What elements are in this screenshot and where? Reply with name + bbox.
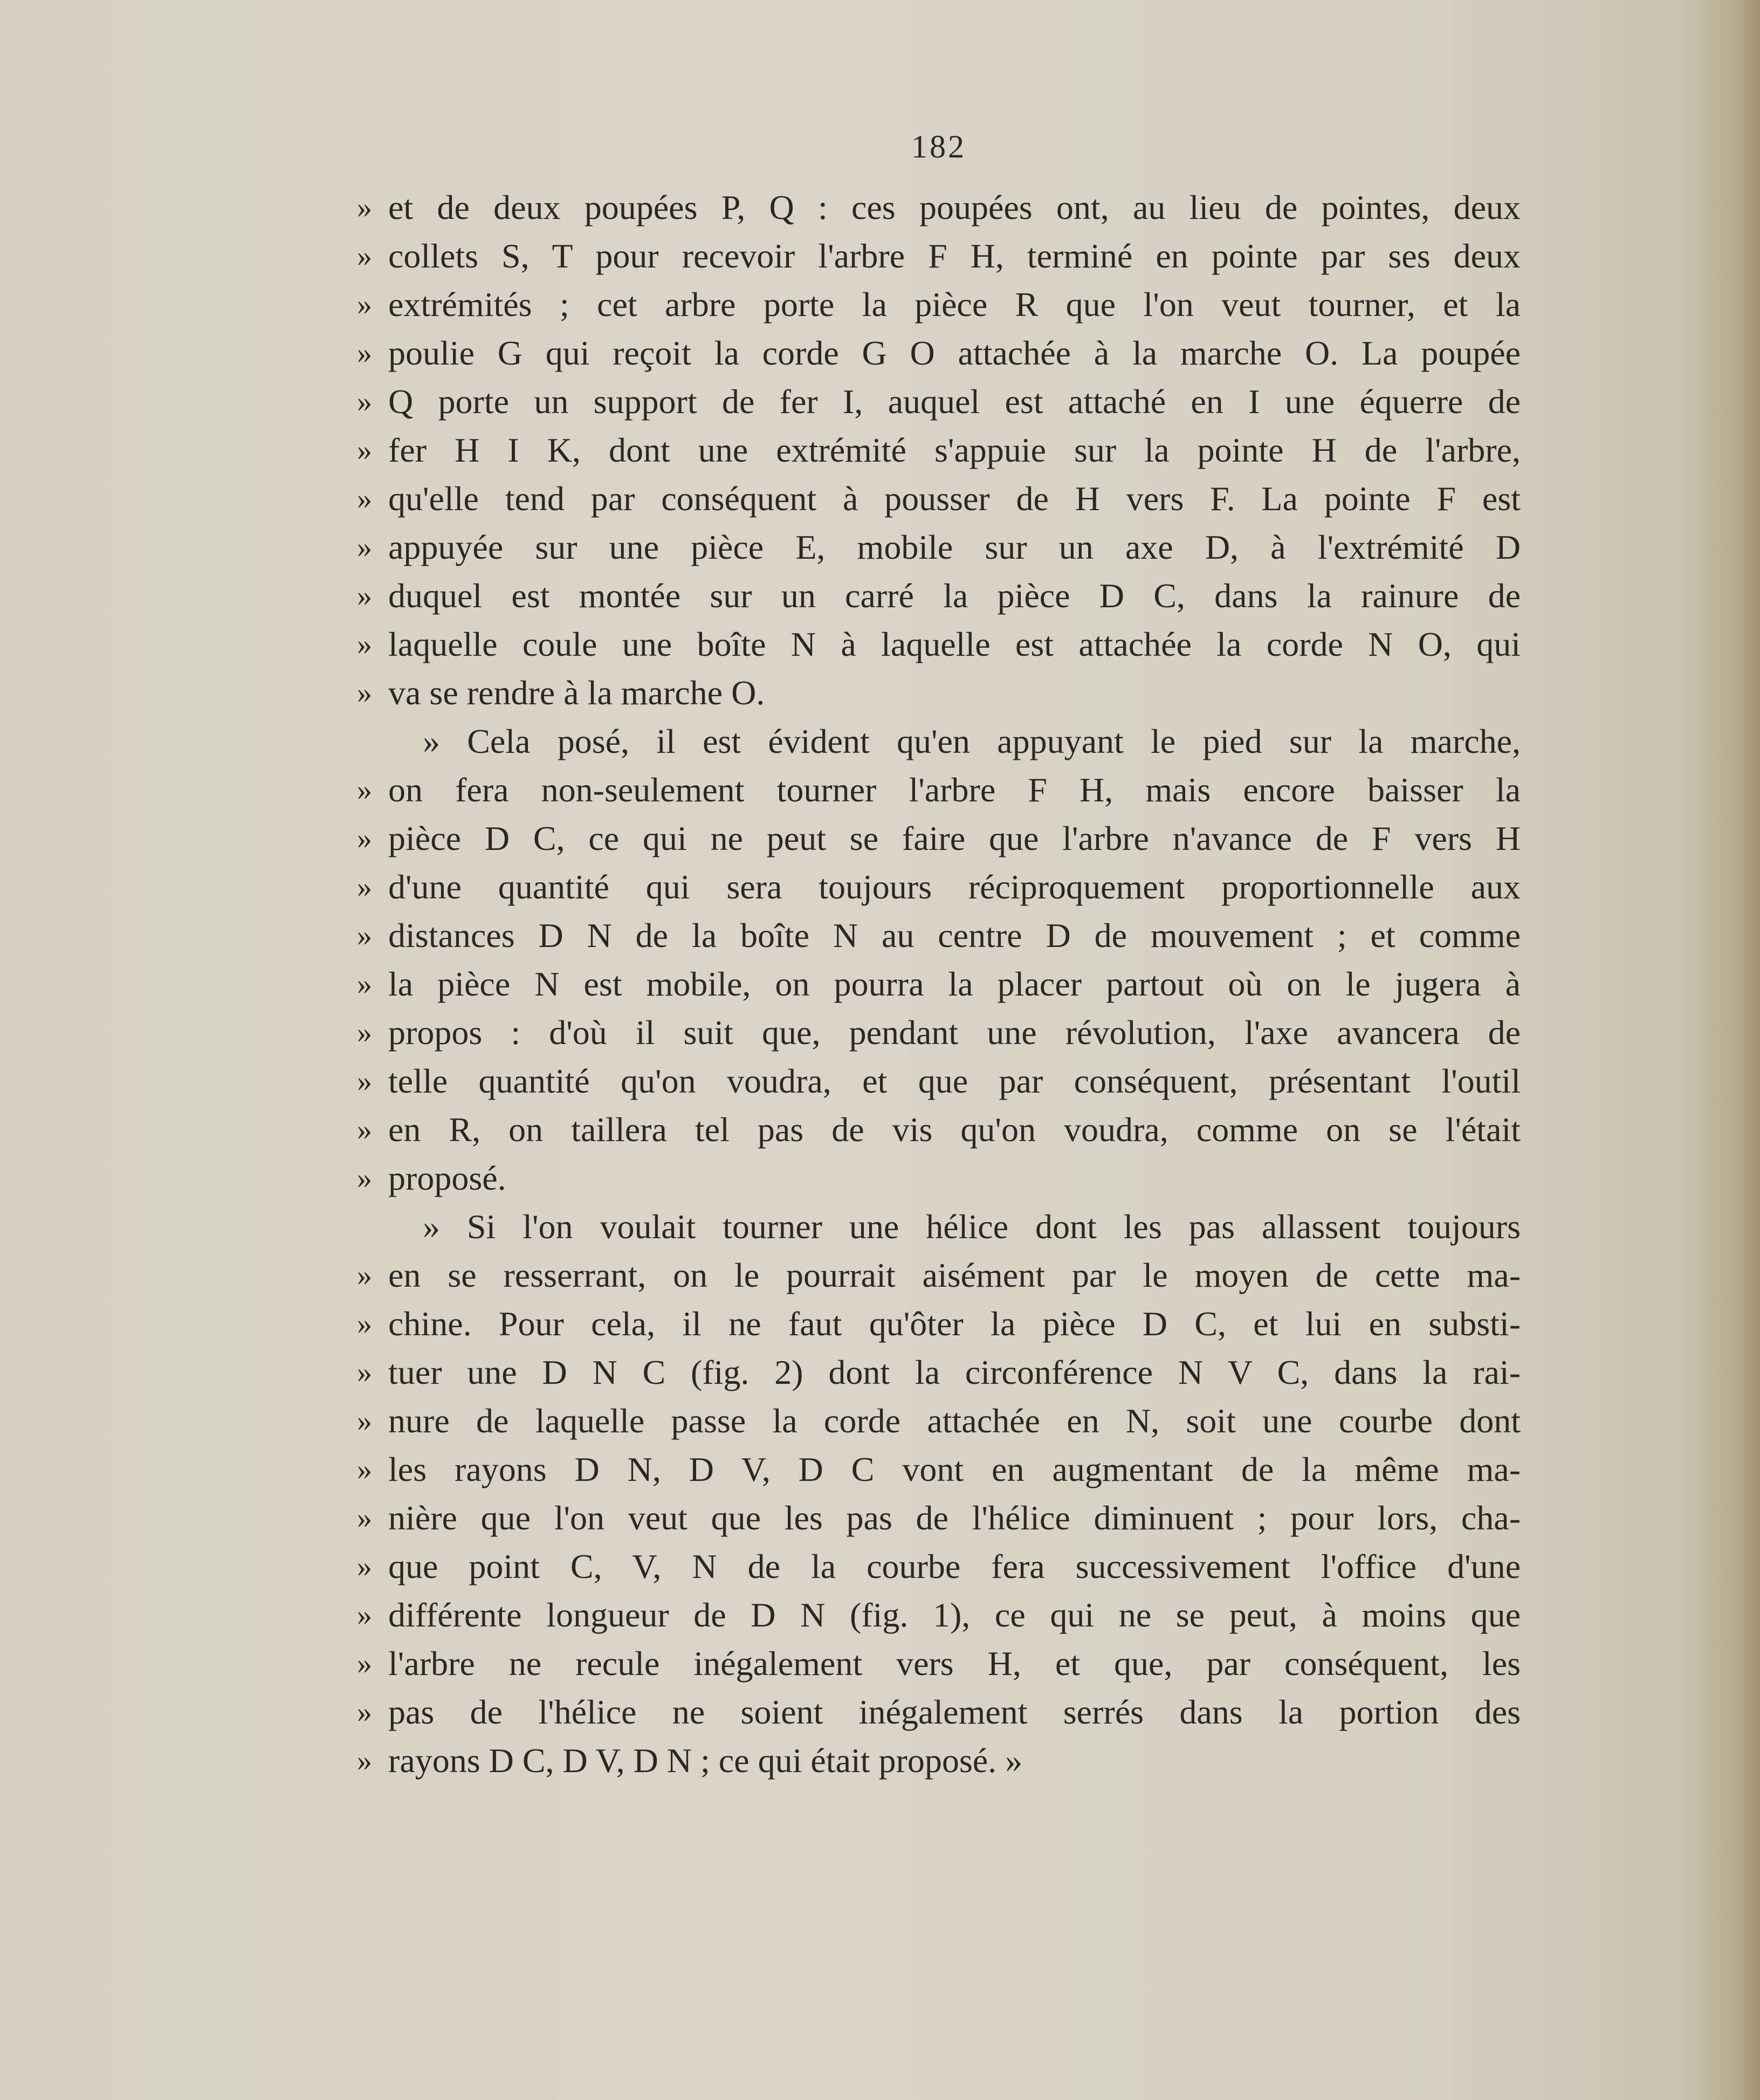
line-text: duquel est montée sur un carré la pièce D C, dans la rainure de (388, 577, 1521, 615)
line-text: laquelle coule une boîte N à laquelle est attachée la corde N O, qui (388, 625, 1521, 663)
line-guillemet: » (357, 919, 372, 952)
text-line (357, 1639, 1521, 1688)
line-text: » Cela posé, il est évident qu'en appuyant le pied sur la marche, (423, 722, 1521, 760)
text-line (357, 863, 1521, 911)
line-text: l'arbre ne recule inégalement vers H, et que, par conséquent, les (388, 1644, 1521, 1683)
line-text: nure de laquelle passe la corde attachée en N, soit une courbe dont (388, 1402, 1521, 1440)
line-text: en R, on taillera tel pas de vis qu'on voudra, comme on se l'était (388, 1110, 1521, 1149)
text-line (388, 1203, 1521, 1251)
line-guillemet: » (357, 1259, 372, 1292)
text-line (357, 1300, 1521, 1348)
line-guillemet: » (357, 1501, 372, 1535)
text-line (357, 669, 1521, 717)
line-guillemet: » (357, 628, 372, 661)
line-guillemet: » (357, 385, 372, 418)
line-guillemet: » (357, 773, 372, 807)
text-line (357, 1348, 1521, 1397)
line-guillemet: » (357, 531, 372, 564)
text-line (357, 911, 1521, 960)
line-guillemet: » (357, 1696, 372, 1729)
line-text: rayons D C, D V, D N ; ce qui était proposé. » (388, 1741, 1023, 1780)
line-text: pièce D C, ce qui ne peut se faire que l'arbre n'avance de F vers H (388, 819, 1521, 857)
line-text: d'une quantité qui sera toujours réciproquement proportionnelle aux (388, 868, 1521, 906)
text-line (357, 523, 1521, 572)
text-line (357, 1542, 1521, 1591)
text-line (357, 1445, 1521, 1494)
line-text: appuyée sur une pièce E, mobile sur un axe D, à l'extrémité D (388, 528, 1521, 566)
line-guillemet: » (357, 1647, 372, 1680)
text-line (357, 1397, 1521, 1445)
line-guillemet: » (357, 1065, 372, 1098)
text-line (357, 475, 1521, 523)
line-guillemet: » (357, 434, 372, 467)
text-line (357, 960, 1521, 1008)
page-number: 182 (911, 129, 966, 164)
text-line (357, 1008, 1521, 1057)
line-text: extrémités ; cet arbre porte la pièce R que l'on veut tourner, et la (388, 285, 1521, 324)
line-guillemet: » (357, 1453, 372, 1486)
line-guillemet: » (357, 579, 372, 613)
text-line (357, 1106, 1521, 1154)
line-guillemet: » (357, 288, 372, 321)
line-text: différente longueur de D N (fig. 1), ce qui ne se peut, à moins que (388, 1596, 1521, 1634)
line-text: » Si l'on voulait tourner une hélice dont les pas allassent toujours (423, 1207, 1521, 1246)
line-guillemet: » (357, 1113, 372, 1147)
text-line (357, 620, 1521, 669)
line-guillemet: » (357, 676, 372, 710)
line-guillemet: » (357, 1307, 372, 1341)
text-line (357, 1154, 1521, 1203)
line-text: propos : d'où il suit que, pendant une révolution, l'axe avancera de (388, 1013, 1521, 1052)
text-line (357, 1494, 1521, 1542)
text-line (357, 183, 1521, 232)
line-guillemet: » (357, 1162, 372, 1195)
line-guillemet: » (357, 1598, 372, 1632)
line-text: fer H I K, dont une extrémité s'appuie sur la pointe H de l'arbre, (388, 431, 1521, 469)
line-text: qu'elle tend par conséquent à pousser de H vers F. La pointe F est (388, 479, 1521, 518)
line-guillemet: » (357, 1356, 372, 1389)
line-guillemet: » (357, 482, 372, 516)
text-line (357, 1591, 1521, 1639)
line-guillemet: » (357, 1016, 372, 1049)
line-guillemet: » (357, 822, 372, 855)
line-text: chine. Pour cela, il ne faut qu'ôter la pièce D C, et lui en substi- (388, 1305, 1521, 1343)
body-text (357, 183, 1521, 1785)
line-guillemet: » (357, 191, 372, 224)
line-guillemet: » (357, 1404, 372, 1438)
text-line (357, 1251, 1521, 1300)
line-text: telle quantité qu'on voudra, et que par conséquent, présentant l'outil (388, 1062, 1521, 1100)
line-text: pas de l'hélice ne soient inégalement serrés dans la portion des (388, 1693, 1521, 1731)
text-line (357, 378, 1521, 426)
line-text: on fera non-seulement tourner l'arbre F H, mais encore baisser la (388, 771, 1521, 809)
line-guillemet: » (357, 1550, 372, 1583)
line-text: la pièce N est mobile, on pourra la placer partout où on le jugera à (388, 965, 1521, 1003)
line-guillemet: » (357, 870, 372, 904)
line-text: collets S, T pour recevoir l'arbre F H, terminé en pointe par ses deux (388, 237, 1521, 275)
page-edge-shadow (1695, 0, 1760, 2100)
text-line (357, 426, 1521, 475)
line-text: poulie G qui reçoit la corde G O attachée à la marche O. La poupée (388, 334, 1521, 372)
text-line (357, 572, 1521, 620)
line-text: que point C, V, N de la courbe fera successivement l'office d'une (388, 1547, 1521, 1586)
text-line (357, 1057, 1521, 1106)
line-text: distances D N de la boîte N au centre D de mouvement ; et comme (388, 916, 1521, 955)
line-text: va se rendre à la marche O. (388, 674, 765, 712)
line-text: proposé. (388, 1159, 506, 1197)
line-guillemet: » (357, 239, 372, 273)
line-text: nière que l'on veut que les pas de l'hélice diminuent ; pour lors, cha- (388, 1499, 1521, 1537)
text-line (357, 1688, 1521, 1737)
text-line (357, 814, 1521, 863)
line-text: et de deux poupées P, Q : ces poupées ont, au lieu de pointes, deux (388, 188, 1521, 227)
line-guillemet: » (357, 1744, 372, 1778)
text-line (357, 280, 1521, 329)
text-line (357, 232, 1521, 280)
text-line (357, 766, 1521, 814)
line-text: Q porte un support de fer I, auquel est attaché en I une équerre de (388, 382, 1521, 421)
line-text: les rayons D N, D V, D C vont en augmentant de la même ma- (388, 1450, 1521, 1488)
text-line (388, 717, 1521, 766)
text-line (357, 1737, 1521, 1785)
line-text: tuer une D N C (fig. 2) dont la circonférence N V C, dans la rai- (388, 1353, 1521, 1391)
line-guillemet: » (357, 967, 372, 1001)
text-line (357, 329, 1521, 378)
line-text: en se resserrant, on le pourrait aisément par le moyen de cette ma- (388, 1256, 1521, 1294)
line-guillemet: » (357, 337, 372, 370)
